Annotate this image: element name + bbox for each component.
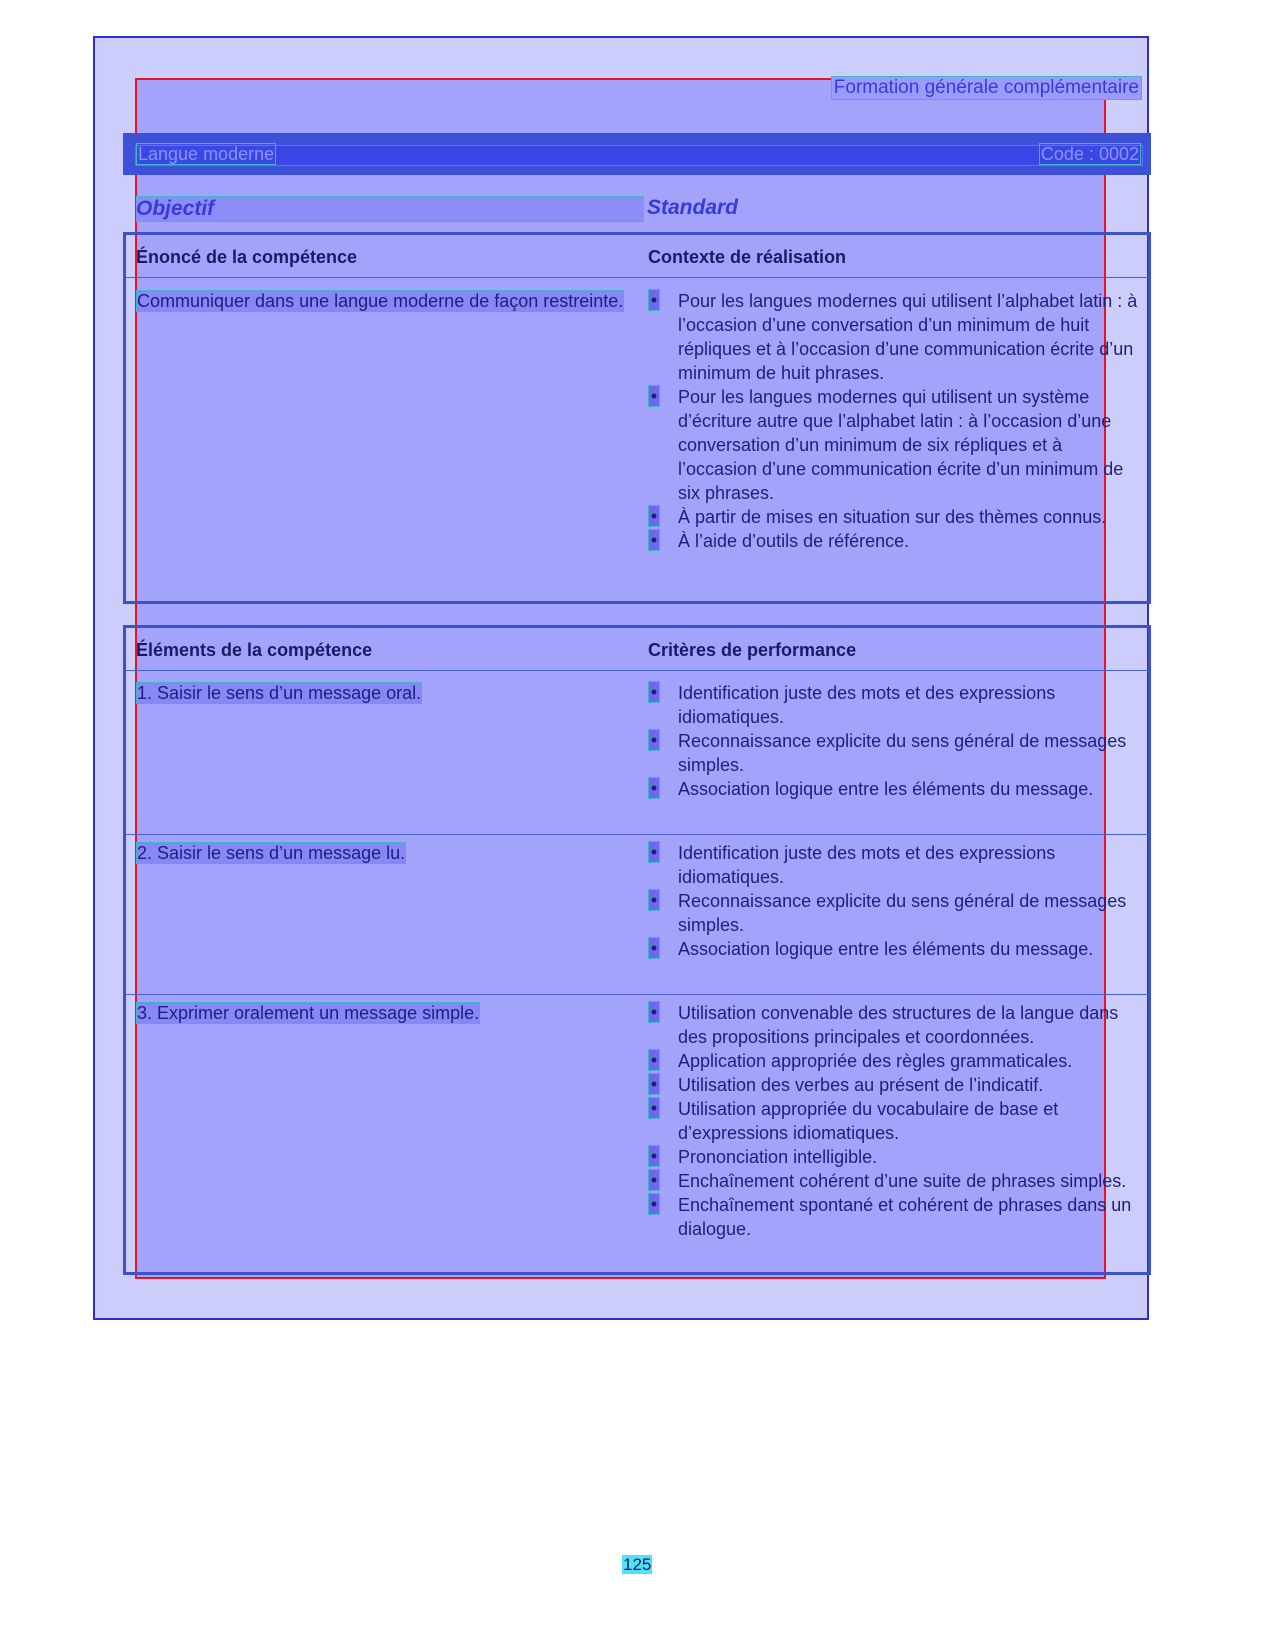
criteria-list-1 [648,681,1138,801]
course-band [123,133,1151,175]
statement-header: Énoncé de la compétence [136,247,358,267]
course-code-label: Code : 0002 [1040,144,1139,164]
list-item: • Reconnaissance explicite du sens général de messages simples. [648,729,1138,777]
competency-statement-text: Communiquer dans une langue moderne de façon restreinte. [137,291,624,311]
context-header: Contexte de réalisation [648,247,847,267]
course-name-label: Langue moderne [138,144,275,164]
element-3-text: 3. Exprimer oralement un message simple. [137,1003,480,1023]
element-1-text: 1. Saisir le sens d’un message oral. [137,683,422,703]
course-name [136,145,276,164]
competency-table-header [126,235,1148,278]
list-item: • Pour les langues modernes qui utilisent un système d’écriture autre que l’alphabet latin : à l’occasion d’une conversation d’un minimum de six répliques et à l’occasion d’une communication écrite d’un minimum de six phrases. [648,385,1138,505]
element-2-text: 2. Saisir le sens d’un message lu. [137,843,406,863]
row-divider [126,994,1148,995]
list-item: • Enchaînement spontané et cohérent de phrases dans un dialogue. [648,1193,1138,1241]
list-item: • Application appropriée des règles grammaticales. [648,1049,1138,1073]
criteria-list-2 [648,841,1138,961]
list-item: • Association logique entre les éléments du message. [648,777,1138,801]
objective-heading: Objectif [136,196,644,222]
competency-statement [136,289,641,313]
element-2 [136,841,641,865]
performance-table-header [126,628,1148,671]
row-divider [126,834,1148,835]
list-item: • Reconnaissance explicite du sens général de messages simples. [648,889,1138,937]
list-item: • Utilisation des verbes au présent de l’indicatif. [648,1073,1138,1097]
list-item: • Utilisation appropriée du vocabulaire de base et d’expressions idiomatiques. [648,1097,1138,1145]
list-item: • Enchaînement cohérent d’une suite de phrases simples. [648,1169,1138,1193]
criteria-header: Critères de performance [648,640,857,660]
elements-header: Éléments de la compétence [136,640,373,660]
list-item: • À l’aide d’outils de référence. [648,529,1138,553]
list-item: • Pour les langues modernes qui utilisent l’alphabet latin : à l’occasion d’une conversation d’un minimum de huit répliques et à l’occasion d’une communication écrite d’un minimum de huit phrases. [648,289,1138,385]
list-item: • Prononciation intelligible. [648,1145,1138,1169]
element-1 [136,681,641,705]
performance-table [123,625,1151,1275]
course-band-inner [135,145,1143,166]
document-header-title: Formation générale complémentaire [831,76,1142,100]
list-item: • Identification juste des mots et des expressions idiomatiques. [648,841,1138,889]
standard-heading: Standard [647,196,739,219]
competency-table [123,232,1151,604]
page-number: 125 [623,1555,652,1574]
context-list [648,289,1138,553]
list-item: • Utilisation convenable des structures de la langue dans des propositions principales et coordonnées. [648,1001,1138,1049]
criteria-list-3 [648,1001,1138,1241]
element-3 [136,1001,641,1025]
list-item: • À partir de mises en situation sur des thèmes connus. [648,505,1138,529]
course-code [1039,145,1141,164]
list-item: • Identification juste des mots et des expressions idiomatiques. [648,681,1138,729]
list-item: • Association logique entre les éléments du message. [648,937,1138,961]
